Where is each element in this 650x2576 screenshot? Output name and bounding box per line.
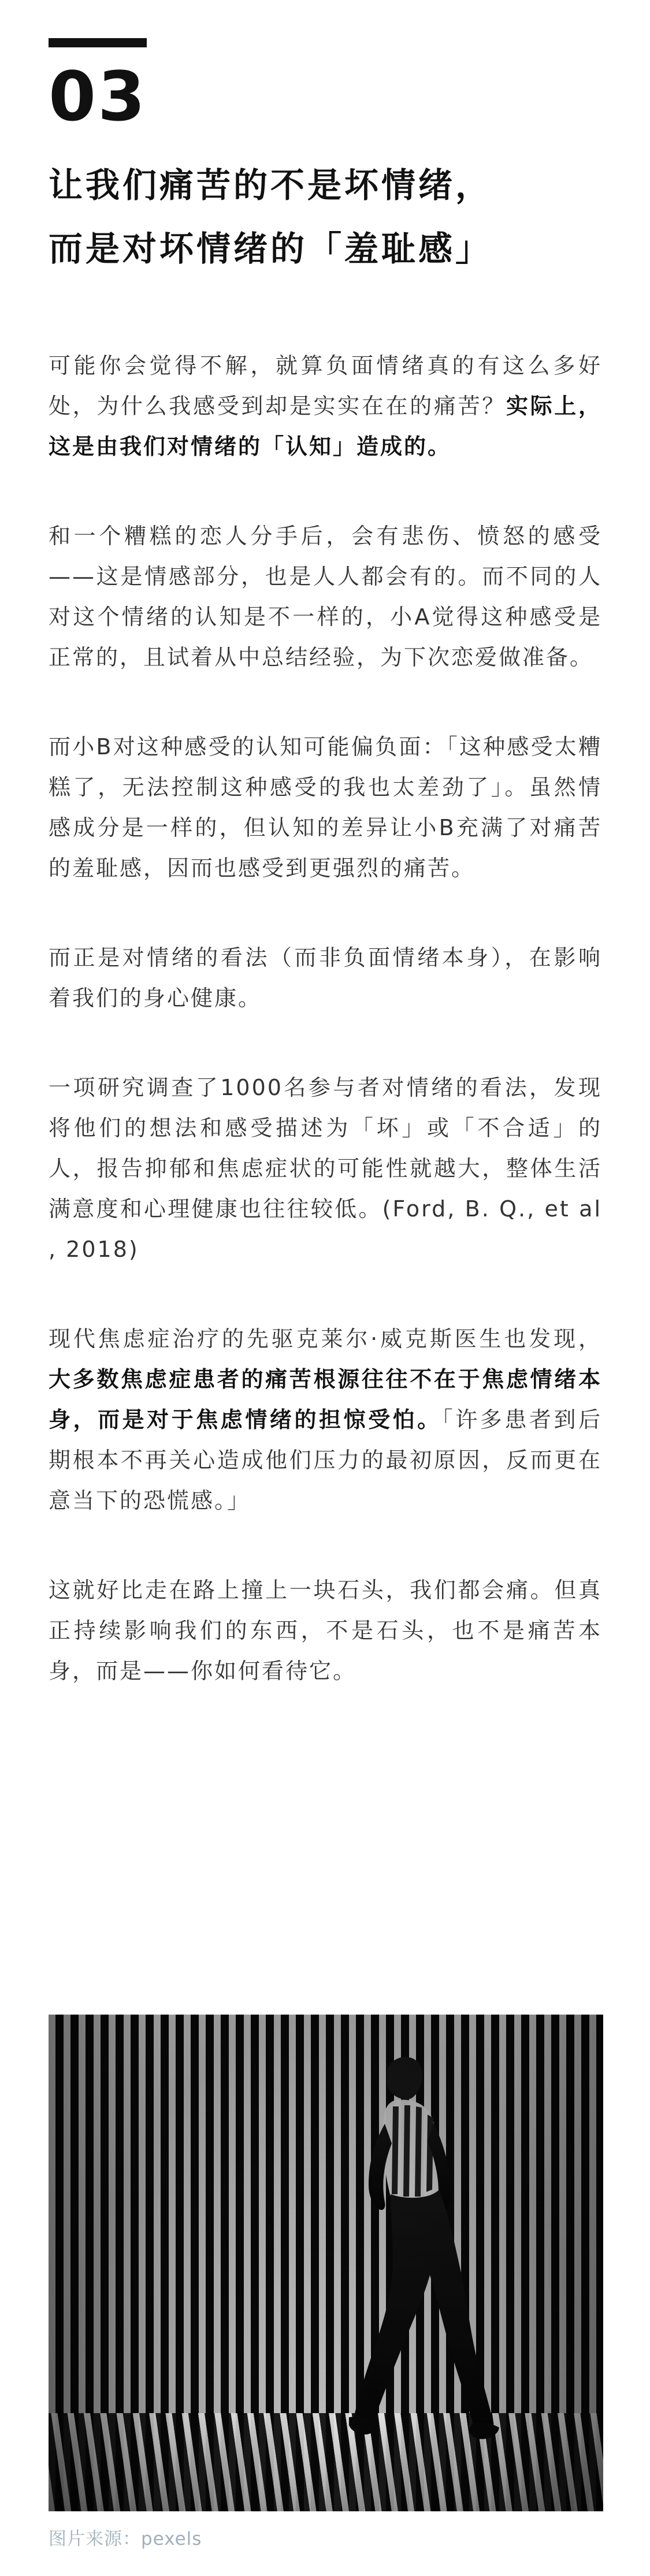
- paragraph-7: [49, 1570, 602, 1691]
- paragraph-6-text-after: 「许多患者到后期根本不再关心造成他们压力的最初原因，反而更在意当下的恐慌感。」: [49, 1407, 602, 1513]
- paragraph-1-text: 可能你会觉得不解，就算负面情绪真的有这么多好处，为什么我感受到却是实实在在的痛苦？: [49, 353, 602, 419]
- person-shoe-front: [469, 2423, 499, 2439]
- article-photo: [49, 2015, 603, 2511]
- section-title-line-1: 让我们痛苦的不是坏情绪，: [49, 165, 493, 205]
- photo-caption: 图片来源：pexels: [49, 2529, 202, 2549]
- section-title: [49, 154, 603, 281]
- paragraph-4: [49, 937, 602, 1018]
- paragraph-3-text: 而小B对这种感受的认知可能偏负面：「这种感受太糟糕了，无法控制这种感受的我也太差劲了」。虽然情感成分是一样的，但认知的差异让小B充满了对痛苦的羞耻感，因而也感受到更强烈的痛苦。: [49, 734, 602, 881]
- paragraph-5: [49, 1067, 602, 1270]
- paragraph-4-bold: 而正是对情绪的看法（而非负面情绪本身），在影响着我们的身心健康。: [49, 945, 602, 1011]
- paragraph-2: [49, 516, 602, 677]
- paragraph-5-text: 一项研究调查了1000名参与者对情绪的看法，发现将他们的想法和感受描述为「坏」或「不合适」的人，报告抑郁和焦虑症状的可能性就越大，整体生活满意度和心理健康也往往较低。(Ford, B. Q., et al , 2018): [49, 1075, 602, 1262]
- paragraph-2-text: 和一个糟糕的恋人分手后，会有悲伤、愤怒的感受——这是情感部分，也是人人都会有的。而不同的人对这个情绪的认知是不一样的，小A觉得这种感受是正常的，且试着从中总结经验，为下次恋爱做准备。: [49, 523, 602, 670]
- section-title-line-2: 而是对坏情绪的「羞耻感」: [49, 229, 493, 269]
- paragraph-6: [49, 1319, 602, 1521]
- section-number: 03: [49, 57, 147, 136]
- article-body: [49, 345, 602, 1740]
- paragraph-6-text-before: 现代焦虑症治疗的先驱克莱尔·威克斯医生也发现，: [49, 1326, 602, 1352]
- paragraph-1-bold: 实际上，这是由我们对情绪的「认知」造成的。: [49, 393, 602, 459]
- person-shoe-back: [349, 2417, 379, 2434]
- section-top-bar: [49, 38, 147, 47]
- paragraph-7-text: 这就好比走在路上撞上一块石头，我们都会痛。但真正持续影响我们的东西，不是石头，也不是痛苦本身，而是——你如何看待它。: [49, 1577, 602, 1684]
- paragraph-3: [49, 727, 602, 888]
- paragraph-6-bold: 大多数焦虑症患者的痛苦根源往往不在于焦虑情绪本身，而是对于焦虑情绪的担惊受怕。: [49, 1367, 602, 1432]
- paragraph-1: [49, 345, 602, 467]
- person-legs: [354, 2190, 493, 2429]
- walking-person-silhouette: [326, 2046, 499, 2451]
- person-head: [387, 2057, 422, 2099]
